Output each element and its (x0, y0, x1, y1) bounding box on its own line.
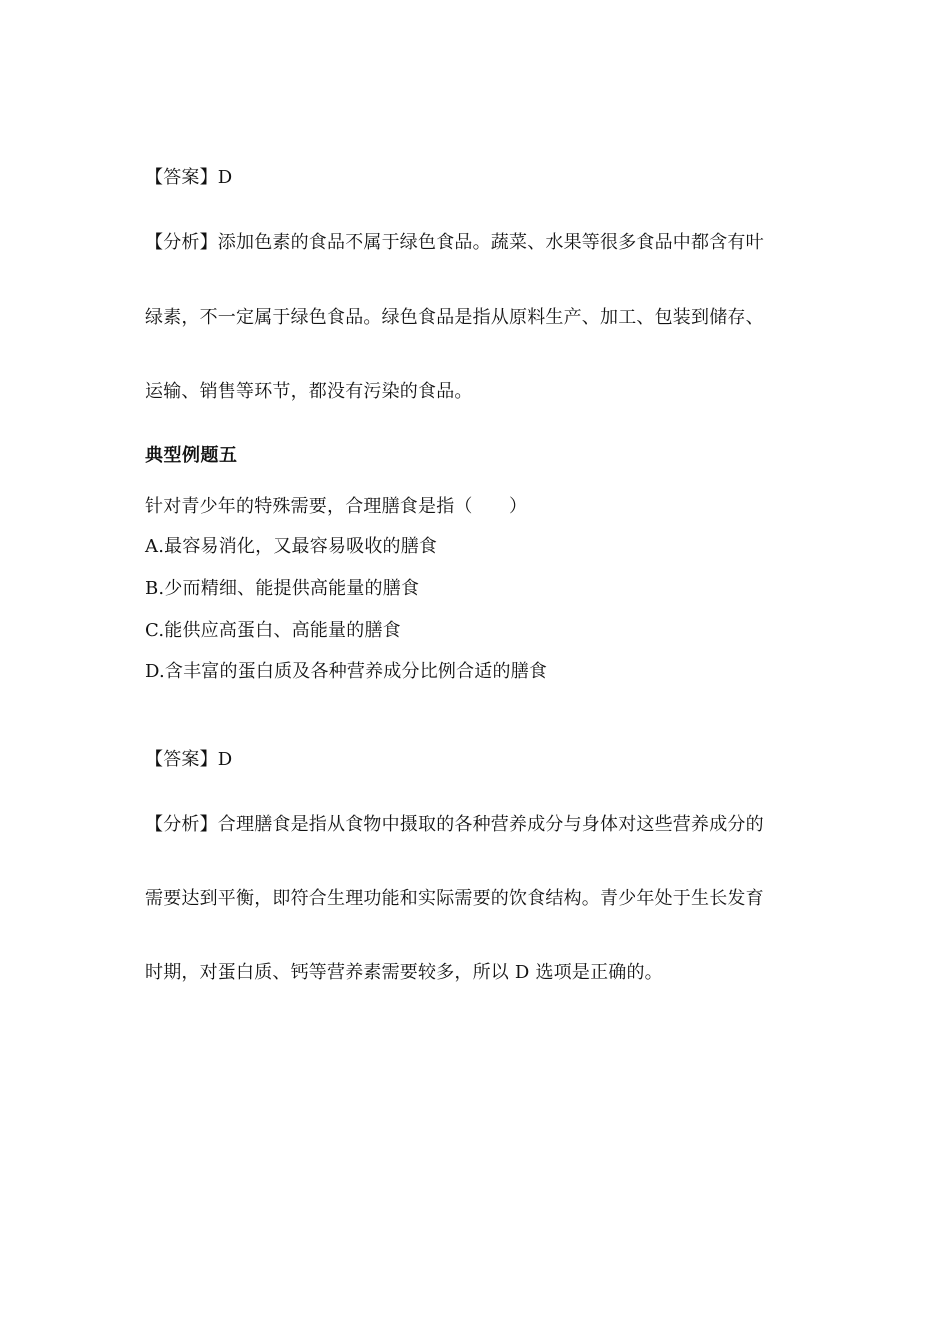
question-text: 针对青少年的特殊需要，合理膳食是指（ ） (145, 496, 528, 517)
analysis-line: 需要达到平衡，即符合生理功能和实际需要的饮食结构。青少年处于生长发育 (145, 888, 764, 909)
analysis-line: 【分析】添加色素的食品不属于绿色食品。蔬菜、水果等很多食品中都含有叶 (145, 232, 764, 253)
option-b: B.少而精细、能提供高能量的膳食 (145, 578, 420, 599)
option-c: C.能供应高蛋白、高能量的膳食 (145, 620, 401, 641)
analysis-line: 时期，对蛋白质、钙等营养素需要较多，所以 D 选项是正确的。 (145, 962, 663, 983)
option-a: A.最容易消化，又最容易吸收的膳食 (145, 536, 438, 557)
example-heading: 典型例题五 (145, 445, 238, 466)
answer-line: 【答案】D (145, 749, 233, 770)
analysis-line: 绿素，不一定属于绿色食品。绿色食品是指从原料生产、加工、包装到储存、 (145, 307, 764, 328)
answer-line: 【答案】D (145, 167, 233, 188)
analysis-line: 运输、销售等环节，都没有污染的食品。 (145, 381, 473, 402)
option-d: D.含丰富的蛋白质及各种营养成分比例合适的膳食 (145, 661, 548, 682)
analysis-line: 【分析】合理膳食是指从食物中摄取的各种营养成分与身体对这些营养成分的 (145, 814, 764, 835)
